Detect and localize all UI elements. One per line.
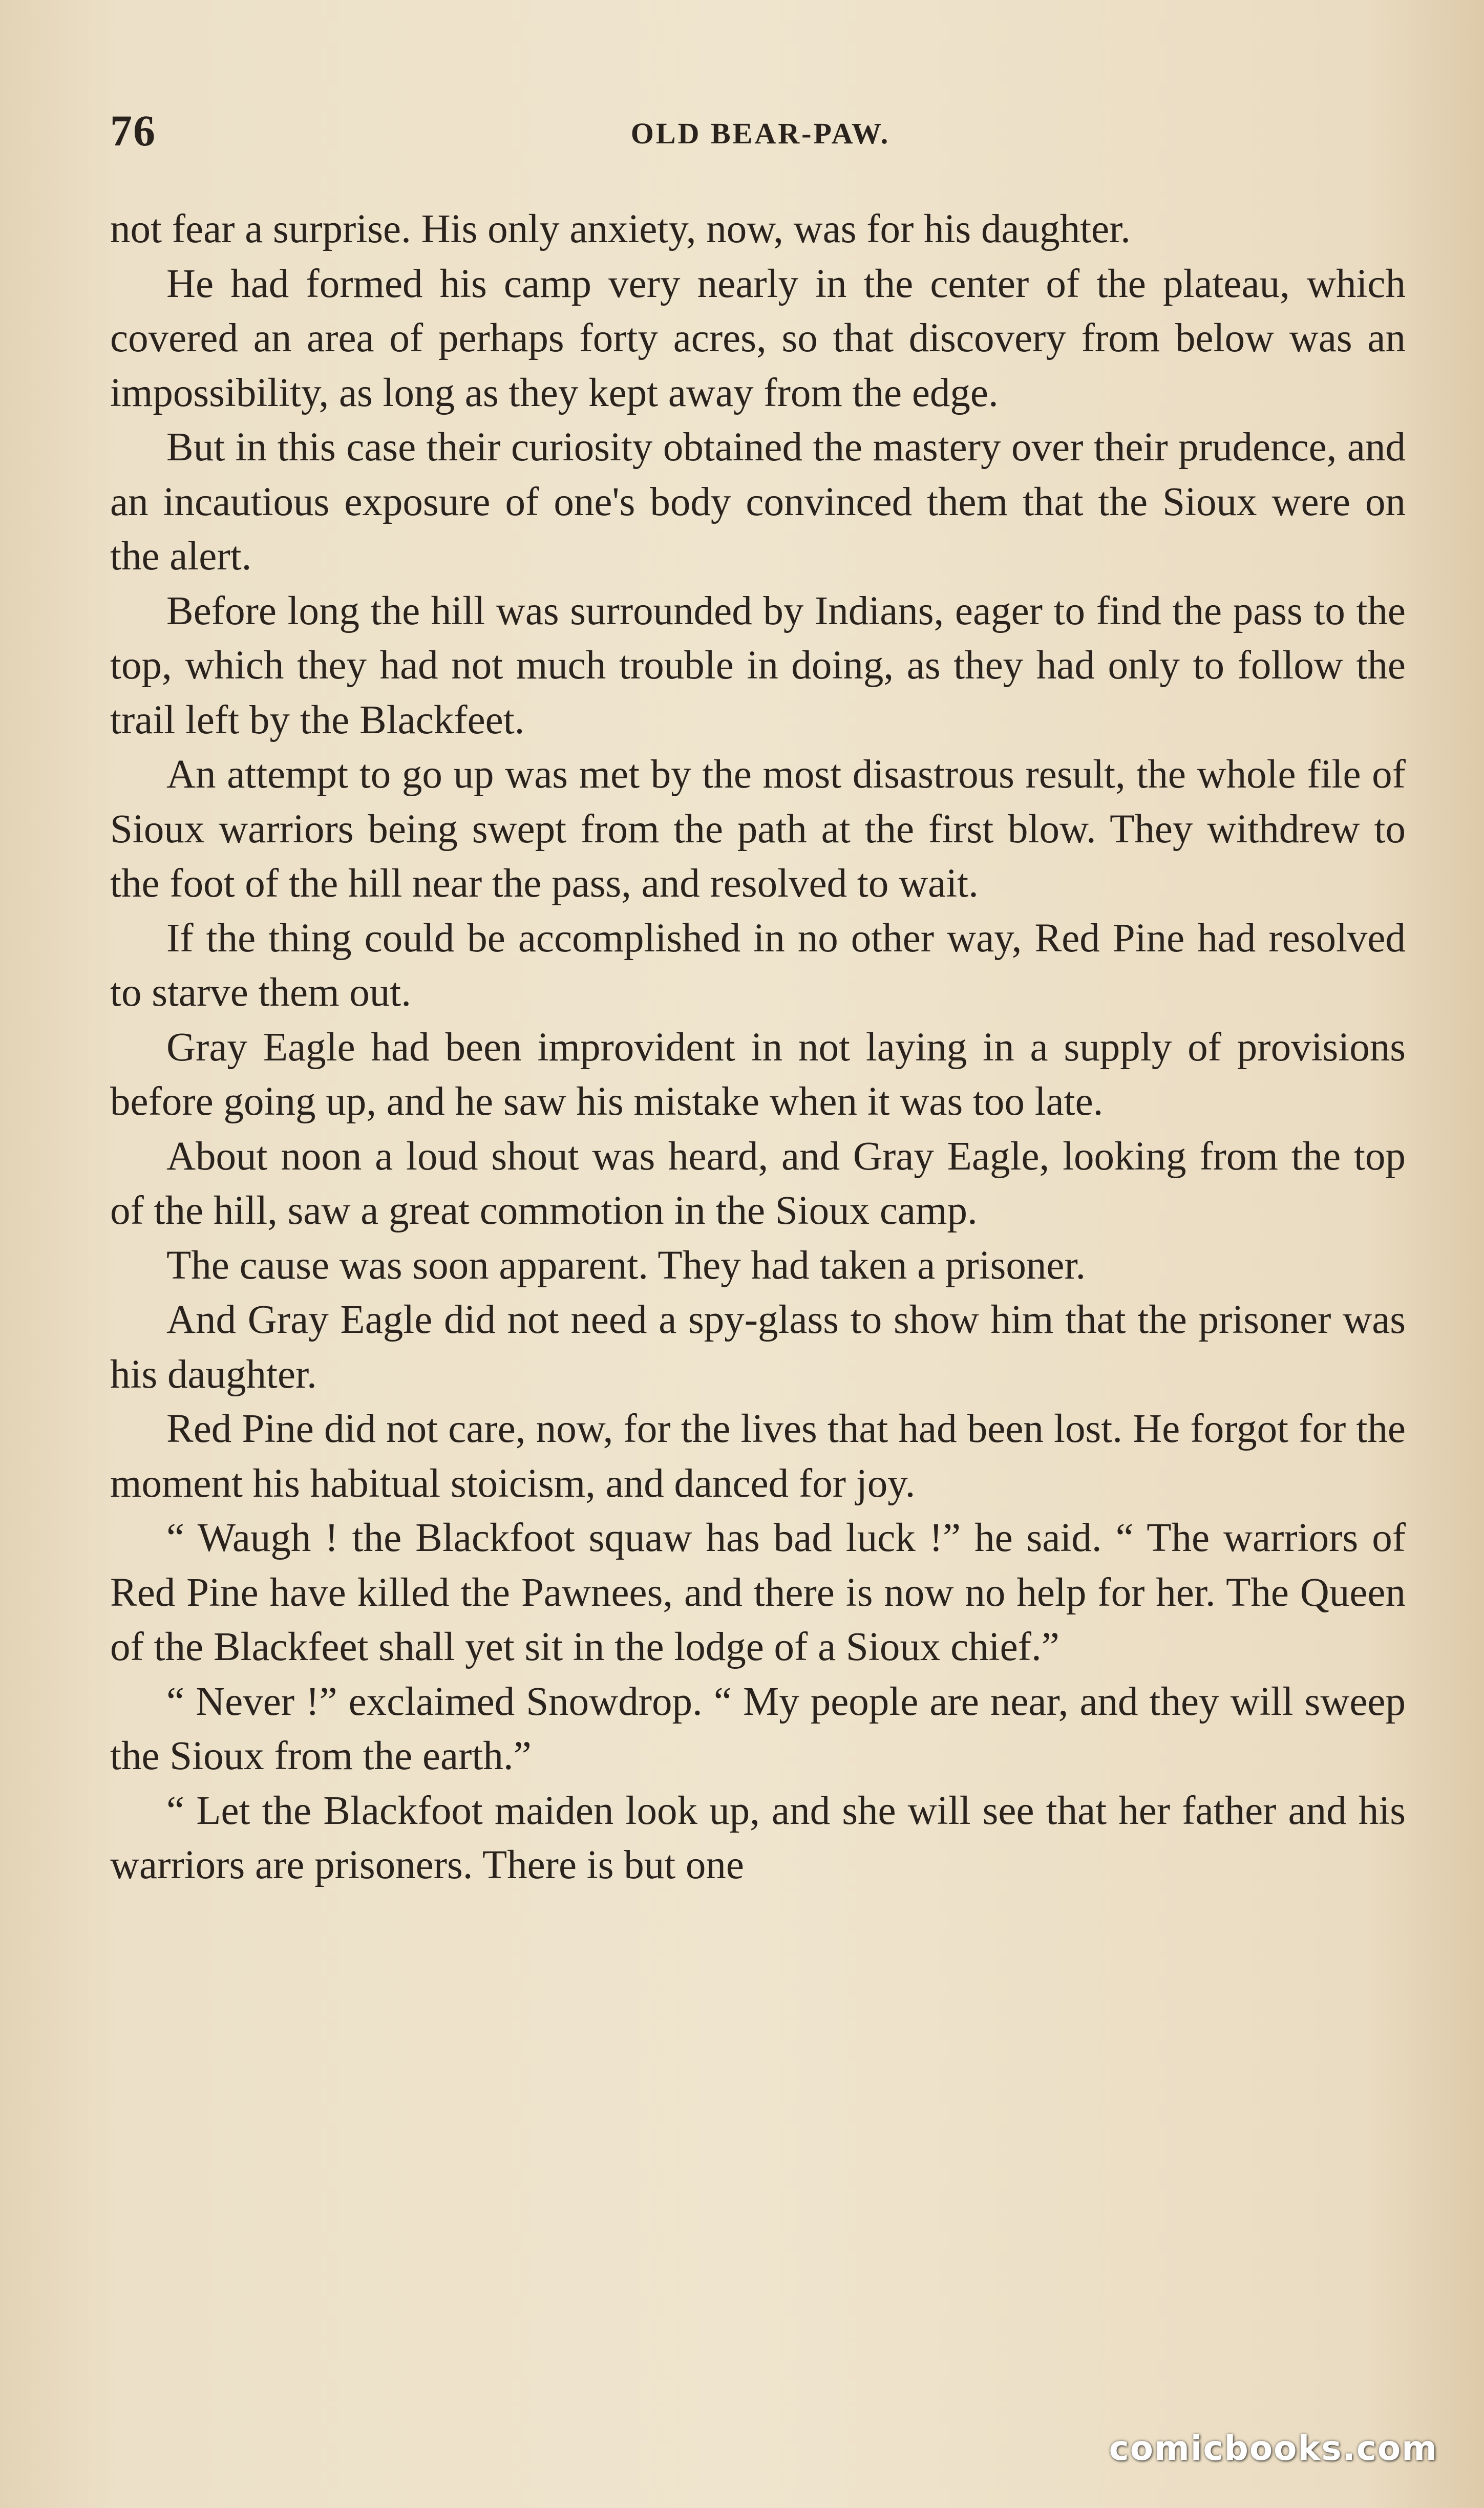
paragraph: The cause was soon apparent. They had taken a prisoner. <box>166 1243 1086 1288</box>
page-header <box>110 105 1411 161</box>
paragraph: He had formed his camp very nearly in the center of the plateau, which covered an area of perhaps forty acres, so that discovery from below was an impossibility, as long as they kept away from the edge. <box>110 261 1406 415</box>
page-number: 76 <box>110 106 156 155</box>
paragraph: But in this case their curiosity obtained the mastery over their prudence, and an incautious exposure of one's body convinced them that the Sioux were on the alert. <box>110 425 1406 579</box>
body-text <box>110 202 1406 1893</box>
paragraph: Before long the hill was surrounded by Indians, eager to find the pass to the top, which they had not much trouble in doing, as they had only to follow the trail left by the Blackfeet. <box>110 588 1406 742</box>
paragraph: “ Let the Blackfoot maiden look up, and she will see that her father and his warriors are prisoners. There is but one <box>110 1788 1406 1887</box>
watermark: comicbooks.com <box>1109 2429 1438 2468</box>
paragraph: “ Never !” exclaimed Snowdrop. “ My people are near, and they will sweep the Sioux from the earth.” <box>110 1679 1406 1778</box>
paragraph: An attempt to go up was met by the most disastrous result, the whole file of Sioux warriors being swept from the path at the first blow. They withdrew to the foot of the hill near the pass, and resolved to wait. <box>110 752 1406 906</box>
paragraph: And Gray Eagle did not need a spy-glass to show him that the prisoner was his daughter. <box>110 1298 1406 1397</box>
paragraph: not fear a surprise. His only anxiety, now, was for his daughter. <box>110 207 1131 251</box>
paragraph: If the thing could be accomplished in no other way, Red Pine had resolved to starve them out. <box>110 916 1406 1015</box>
running-title: OLD BEAR-PAW. <box>630 117 891 150</box>
paragraph: Red Pine did not care, now, for the lives that had been lost. He forgot for the moment his habitual stoicism, and danced for joy. <box>110 1407 1406 1506</box>
paragraph: Gray Eagle had been improvident in not laying in a supply of provisions before going up, and he saw his mistake when it was too late. <box>110 1025 1406 1124</box>
paragraph: About noon a loud shout was heard, and Gray Eagle, looking from the top of the hill, saw a great commotion in the Sioux camp. <box>110 1134 1406 1233</box>
paragraph: “ Waugh ! the Blackfoot squaw has bad luck !” he said. “ The warriors of Red Pine have killed the Pawnees, and there is now no help for her. The Queen of the Blackfeet shall yet sit in the lodge of a Sioux chief.” <box>110 1516 1406 1669</box>
